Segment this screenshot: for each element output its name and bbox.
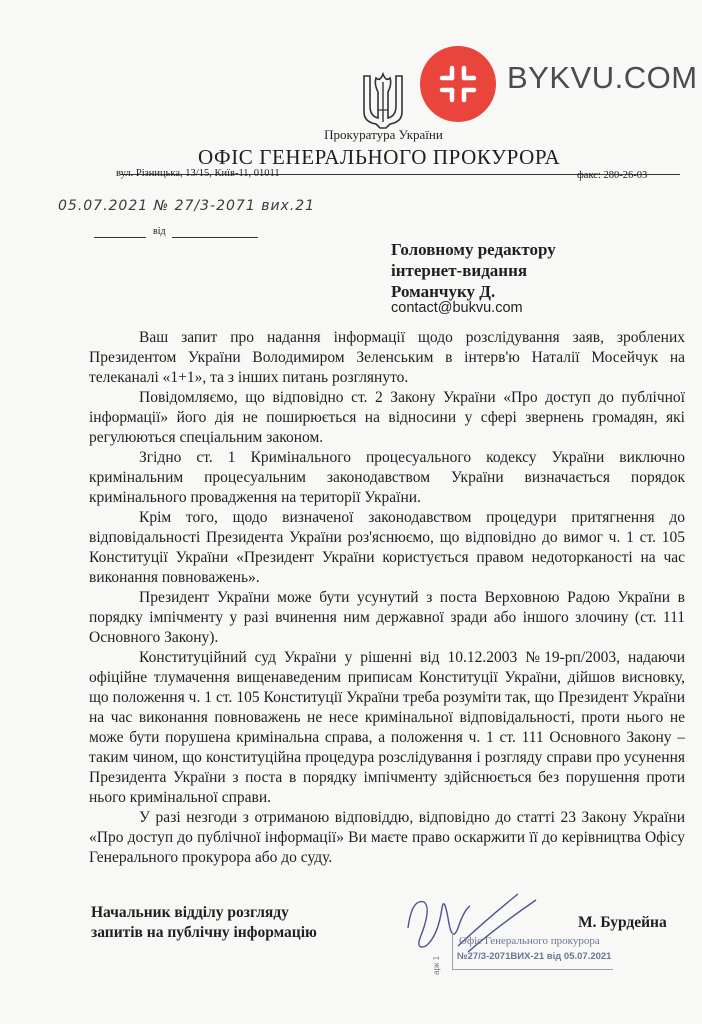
addressee-line: Головному редактору [391,240,556,259]
signer-title-line: Начальник відділу розгляду [91,904,289,921]
header-address: вул. Різницька, 13/15, Київ-11, 01011 [116,168,280,179]
header-organization: Прокуратура України [324,127,443,142]
body-paragraph: Крім того, щодо визначеної законодавством процедури притягнення до відповідальності Президента України роз'яснюємо, що відповідно до вимог ч. 1 ст. 105 Конституції України «Президент України користується правом недоторканості на час виконання повноважень». [89,509,685,586]
body-paragraph: Конституційний суд України у рішенні від 10.12.2003 №19-рп/2003, надаючи офіційне тлумачення вищенаведеним приписам Конституції України, дійшов висновку, що положення ч. 1 ст. 105 Конституції України треба розуміти так, що Президент України на час виконання повноважень не несе кримінальної відповідальності, проти нього не може бути порушена кримінальна справа, а положення ч. 1 ст. 111 Основного Закону – таким чином, що конституційна процедура розслідування і розгляду справи про усунення Президента України з поста в порядку імпічменту здійснюється без порушення проти нього кримінальної справи. [89,649,685,806]
stamp-organization: Офіс Генерального прокурора [459,935,600,947]
signer-name: М. Бурдейна [578,914,667,931]
stamp-registration: №27/3-2071ВИХ-21 від 05.07.2021 [457,951,612,962]
addressee-email: contact@bukvu.com [391,300,523,316]
registration-blank-line [172,237,258,238]
registration-blank-line [94,237,146,238]
body-paragraph: Ваш запит про надання інформації щодо розслідування заяв, зроблених Президентом України Володимиром Зеленським в інтерв'ю Наталії Мосейчук на телеканалі «1+1», та з інших питань розглянуто. [89,329,685,386]
stamp-side-code: арк 1 [432,955,441,975]
body-paragraph: Президент України може бути усунутий з поста Верховною Радою України в порядку імпічменту у разі вчинення ним державної зради або іншого злочину (ст. 111 Основного Закону). [89,589,685,646]
header-office-title: ОФІС ГЕНЕРАЛЬНОГО ПРОКУРОРА [198,145,561,169]
letter-body [89,328,685,868]
body-paragraph: Згідно ст. 1 Кримінального процесуального кодексу України виключно кримінальним процесуальним законодавством України визначається порядок кримінального провадження на території України. [89,449,685,506]
signer-title-line: запитів на публічну інформацію [91,924,317,941]
signer-title [91,903,317,943]
trident-icon [360,72,406,130]
registration-stamp [452,933,613,970]
addressee-name: Романчуку Д. [391,282,496,301]
watermark-brand: BYKVU.COM [507,60,698,95]
handwritten-registration: 05.07.2021 № 27/3-2071 вих.21 [58,198,316,214]
header-fax: факс: 280-26-03 [577,170,648,181]
brand-logo-icon [420,46,496,122]
body-paragraph: Повідомляємо, що відповідно ст. 2 Закону України «Про доступ до публічної інформації» його дія не поширюється на відносини у сфері звернень громадян, які регулюються спеціальним законом. [89,389,685,446]
addressee-line: інтернет-видання [391,261,528,280]
body-paragraph: У разі незгоди з отриманою відповіддю, відповідно до статті 23 Закону України «Про доступ до публічної інформації» Ви маєте право оскаржити її до керівництва Офісу Генерального прокурора або до суду. [89,809,685,866]
registration-from-label: від [153,226,166,237]
